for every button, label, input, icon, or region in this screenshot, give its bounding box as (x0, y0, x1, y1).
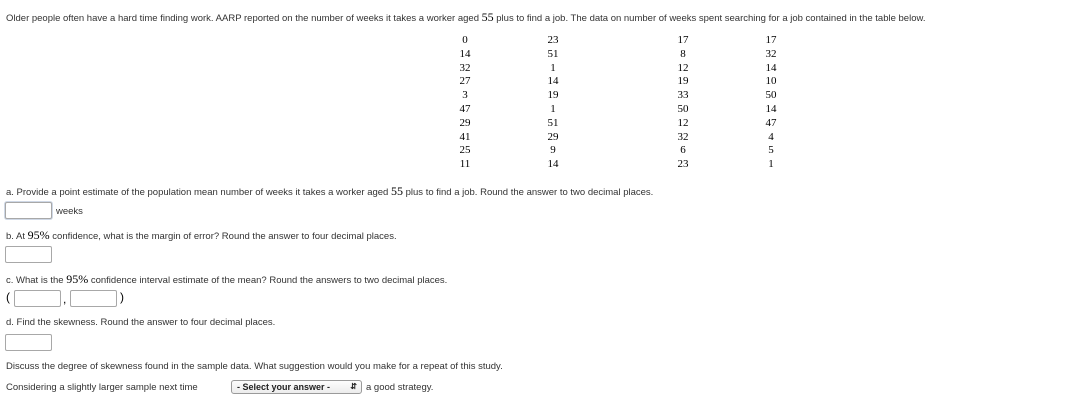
table-cell: 51 (547, 116, 559, 129)
table-cell: 32 (765, 47, 777, 60)
intro-text (6, 10, 925, 25)
interval-close-paren: ) (120, 290, 124, 304)
table-row (442, 117, 794, 131)
table-row (442, 34, 794, 48)
table-row (442, 75, 794, 89)
question-b (6, 228, 397, 243)
table-cell: 5 (768, 144, 774, 157)
table-cell: 32 (677, 130, 689, 143)
table-cell: 4 (768, 130, 774, 143)
discussion-prompt: Discuss the degree of skewness found in the sample data. What suggestion would you make for a repeat of this study. (6, 361, 503, 372)
discussion-prefix: Considering a slightly larger sample next time (6, 382, 198, 393)
interval-lower-input[interactable] (14, 290, 61, 307)
question-c-part2: confidence interval estimate of the mean? Round the answers to two decimal places. (90, 275, 448, 286)
table-cell: 10 (765, 75, 777, 88)
table-cell: 50 (677, 102, 689, 115)
table-cell: 19 (547, 89, 559, 102)
table-cell: 14 (459, 47, 471, 60)
table-cell: 12 (677, 61, 689, 74)
question-a-part2: plus to find a job. Round the answer to two decimal places. (405, 187, 654, 198)
table-cell: 14 (547, 158, 559, 171)
intro-part2: plus to find a job. The data on number of weeks spent searching for a job contained in the table below. (496, 13, 926, 24)
table-cell: 9 (550, 144, 556, 157)
strategy-select-label: - Select your answer - (237, 382, 331, 392)
table-cell: 1 (550, 61, 556, 74)
table-cell: 3 (462, 89, 468, 102)
table-cell: 11 (459, 158, 471, 171)
question-c-pct: 95% (66, 272, 89, 286)
table-cell: 1 (768, 158, 774, 171)
table-row (442, 158, 794, 172)
table-cell: 29 (459, 116, 471, 129)
table-cell: 14 (765, 61, 777, 74)
question-c (6, 272, 447, 287)
table-cell: 33 (677, 89, 689, 102)
table-cell: 47 (765, 116, 777, 129)
table-cell: 41 (459, 130, 471, 143)
table-cell: 0 (462, 34, 468, 46)
table-cell: 6 (680, 144, 686, 157)
skewness-input[interactable] (5, 334, 52, 351)
intro-part1: Older people often have a hard time finding work. AARP reported on the number of weeks it takes a worker aged (6, 13, 479, 24)
interval-open-paren: ( (6, 290, 10, 304)
table-cell: 23 (547, 34, 559, 46)
select-arrows-icon: ⇵ (350, 382, 357, 391)
question-a (6, 184, 653, 199)
table-cell: 14 (765, 102, 777, 115)
table-cell: 27 (459, 75, 471, 88)
table-cell: 12 (677, 116, 689, 129)
strategy-select[interactable] (231, 380, 362, 394)
table-cell: 25 (459, 144, 471, 157)
table-cell: 17 (677, 34, 689, 46)
table-cell: 14 (547, 75, 559, 88)
question-b-pct: 95% (27, 228, 50, 242)
table-row (442, 144, 794, 158)
table-cell: 32 (459, 61, 471, 74)
question-a-age: 55 (390, 184, 403, 198)
table-cell: 8 (680, 47, 686, 60)
table-row (442, 48, 794, 62)
table-cell: 1 (550, 102, 556, 115)
table-row (442, 103, 794, 117)
table-cell: 50 (765, 89, 777, 102)
discussion-suffix: a good strategy. (366, 382, 434, 393)
question-b-part2: confidence, what is the margin of error? Round the answer to four decimal places. (52, 231, 397, 242)
table-cell: 29 (547, 130, 559, 143)
question-c-part1: c. What is the (6, 275, 64, 286)
weeks-unit-label: weeks (56, 206, 83, 217)
table-cell: 51 (547, 47, 559, 60)
intro-age: 55 (481, 10, 494, 24)
table-cell: 23 (677, 158, 689, 171)
table-cell: 17 (765, 34, 777, 46)
interval-upper-input[interactable] (70, 290, 117, 307)
table-row (442, 89, 794, 103)
table-row (442, 62, 794, 76)
point-estimate-input[interactable] (5, 202, 52, 219)
table-cell: 19 (677, 75, 689, 88)
question-b-part1: b. At (6, 231, 26, 242)
interval-comma: , (63, 292, 67, 306)
question-a-part1: a. Provide a point estimate of the population mean number of weeks it takes a worker aged (6, 187, 389, 198)
table-cell: 47 (459, 102, 471, 115)
margin-of-error-input[interactable] (5, 246, 52, 263)
table-row (442, 131, 794, 145)
weeks-data-table (442, 34, 794, 172)
question-d: d. Find the skewness. Round the answer to four decimal places. (6, 317, 276, 328)
